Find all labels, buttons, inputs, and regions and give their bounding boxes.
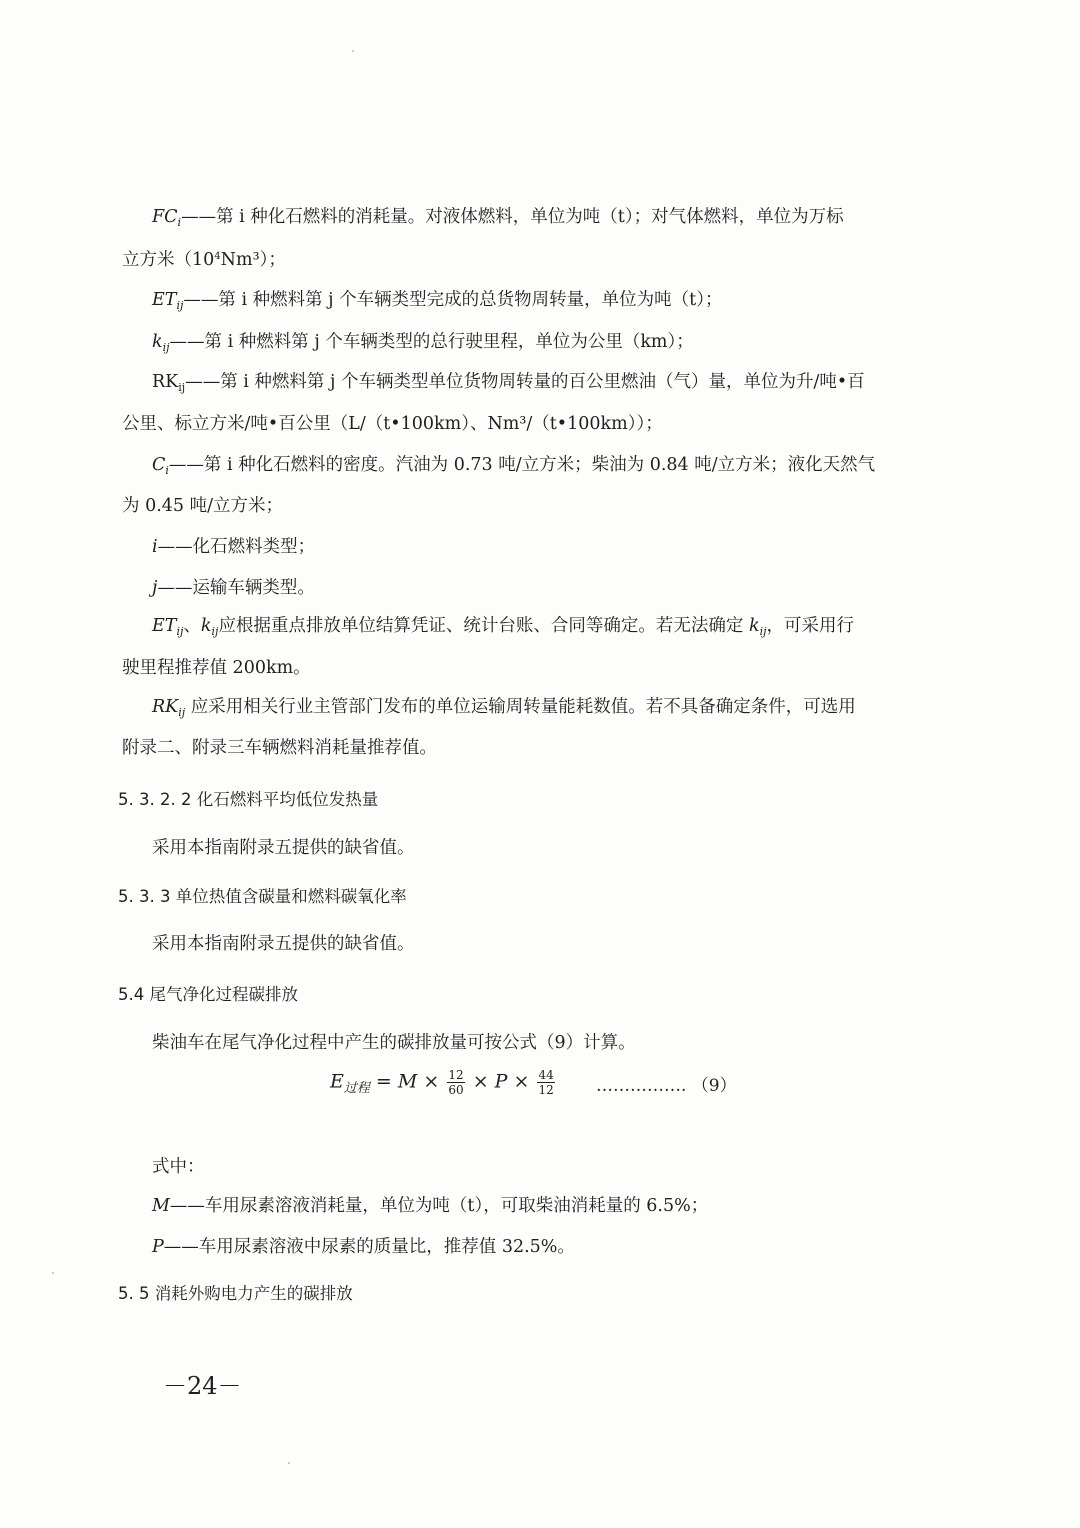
- subscript: ij: [178, 706, 186, 719]
- definition-text: ——第 i 种燃料第 j 个车辆类型单位货物周转量的百公里燃油（气）量，单位为升/吨•百: [185, 372, 865, 392]
- paragraph-5-3-2-2: 采用本指南附录五提供的缺省值。: [152, 838, 415, 858]
- etk-paragraph-line1: [152, 616, 1080, 638]
- superscript: 4: [214, 251, 221, 262]
- paragraph-5-4: 柴油车在尾气净化过程中产生的碳排放量可按公式（9）计算。: [152, 1033, 636, 1053]
- definition-text: ——第 i 种燃料第 j 个车辆类型的总行驶里程，单位为公里（km）；: [169, 332, 694, 352]
- rk-paragraph-line2: 附录二、附录三车辆燃料消耗量推荐值。: [122, 738, 437, 758]
- c-definition-line1: [152, 455, 1080, 477]
- rk-definition-line2: 公里、标立方米/吨•百公里（L/（t•100km）、Nm³/（t•100km））；: [122, 414, 663, 434]
- scan-speck: [352, 50, 354, 52]
- subscript: ij: [178, 381, 186, 394]
- fc-definition-line1: [152, 207, 1080, 229]
- definition-text: ——第 i 种化石燃料的消耗量。对液体燃料，单位为吨（t）；对气体燃料，单位为万标: [181, 207, 844, 227]
- symbol: M: [152, 1196, 170, 1216]
- et-definition: [152, 290, 1080, 312]
- text: 、: [183, 616, 201, 636]
- denominator: 12: [538, 1083, 554, 1097]
- k-definition: [152, 332, 1080, 354]
- symbol: RK: [152, 372, 179, 392]
- subscript: ij: [759, 625, 767, 638]
- heading-5-4: 5.4 尾气净化过程碳排放: [118, 985, 298, 1004]
- numerator: 12: [448, 1068, 464, 1082]
- symbol: ET: [152, 616, 177, 636]
- formula-equals: = M ×: [369, 1070, 440, 1093]
- symbol: P: [152, 1237, 164, 1257]
- formula-lhs: E: [330, 1070, 344, 1093]
- symbol: k: [200, 616, 212, 636]
- rk-definition-line1: [152, 372, 1080, 394]
- subscript: ij: [162, 341, 170, 354]
- definition-text: ——第 i 种燃料第 j 个车辆类型完成的总货物周转量，单位为吨（t）；: [183, 290, 723, 310]
- subscript: i: [177, 216, 182, 229]
- subscript: ij: [176, 299, 184, 312]
- heading-5-5: 5. 5 消耗外购电力产生的碳排放: [118, 1284, 353, 1303]
- where-label: 式中：: [152, 1157, 205, 1177]
- text: 应根据重点排放单位结算凭证、统计台账、合同等确定。若无法确定: [218, 616, 749, 636]
- numerator: 44: [538, 1068, 554, 1082]
- page-number: －24－: [163, 1372, 242, 1400]
- symbol: ET: [152, 290, 177, 310]
- definition-text: 应采用相关行业主管部门发布的单位运输周转量能耗数值。若不具备确定条件，可选用: [185, 697, 856, 717]
- heading-5-3-2-2: 5. 3. 2. 2 化石燃料平均低位发热量: [118, 790, 379, 809]
- definition-text: ——第 i 种化石燃料的密度。汽油为 0.73 吨/立方米；柴油为 0.84 吨/立方米；液化天然气: [168, 455, 876, 475]
- text: Nm³）；: [220, 250, 286, 270]
- fraction-12-60: [447, 1068, 464, 1097]
- symbol: k: [152, 332, 163, 352]
- symbol: FC: [152, 207, 178, 227]
- symbol: k: [749, 616, 760, 636]
- definition-text: ——化石燃料类型；: [157, 537, 316, 557]
- c-definition-line2: 为 0.45 吨/立方米；: [122, 496, 283, 516]
- symbol: C: [152, 455, 166, 475]
- symbol: i: [152, 537, 158, 557]
- fraction-44-12: [537, 1068, 554, 1097]
- heading-5-3-3: 5. 3. 3 单位热值含碳量和燃料碳氧化率: [118, 887, 407, 906]
- subscript: ij: [211, 625, 219, 638]
- p-definition: [152, 1237, 1080, 1257]
- symbol: RK: [152, 697, 179, 717]
- scan-speck: [52, 1272, 54, 1274]
- m-definition: [152, 1196, 1080, 1216]
- etk-paragraph-line2: 驶里程推荐值 200km。: [122, 658, 311, 678]
- formula-lhs-subscript: 过程: [343, 1080, 370, 1096]
- formula-middle: × P ×: [472, 1070, 530, 1093]
- definition-text: ——车用尿素溶液中尿素的质量比，推荐值 32.5%。: [163, 1237, 575, 1257]
- subscript: ij: [176, 625, 184, 638]
- scan-speck: [288, 1462, 290, 1464]
- formula-number: ……………. （9）: [596, 1076, 737, 1096]
- fc-definition-line2: [122, 250, 1080, 273]
- rk-paragraph-line1: [152, 697, 1080, 719]
- definition-text: ——车用尿素溶液消耗量，单位为吨（t），可取柴油消耗量的 6.5%；: [169, 1196, 709, 1216]
- formula-9: [330, 1068, 557, 1097]
- denominator: 60: [448, 1083, 464, 1097]
- definition-text: ——运输车辆类型。: [157, 578, 315, 598]
- subscript: i: [165, 464, 169, 477]
- text: 立方米（10: [122, 250, 215, 270]
- text: ，可采用行: [766, 616, 855, 636]
- i-definition: [152, 537, 1080, 557]
- symbol: j: [152, 578, 158, 598]
- paragraph-5-3-3: 采用本指南附录五提供的缺省值。: [152, 934, 415, 954]
- j-definition: [152, 578, 1080, 598]
